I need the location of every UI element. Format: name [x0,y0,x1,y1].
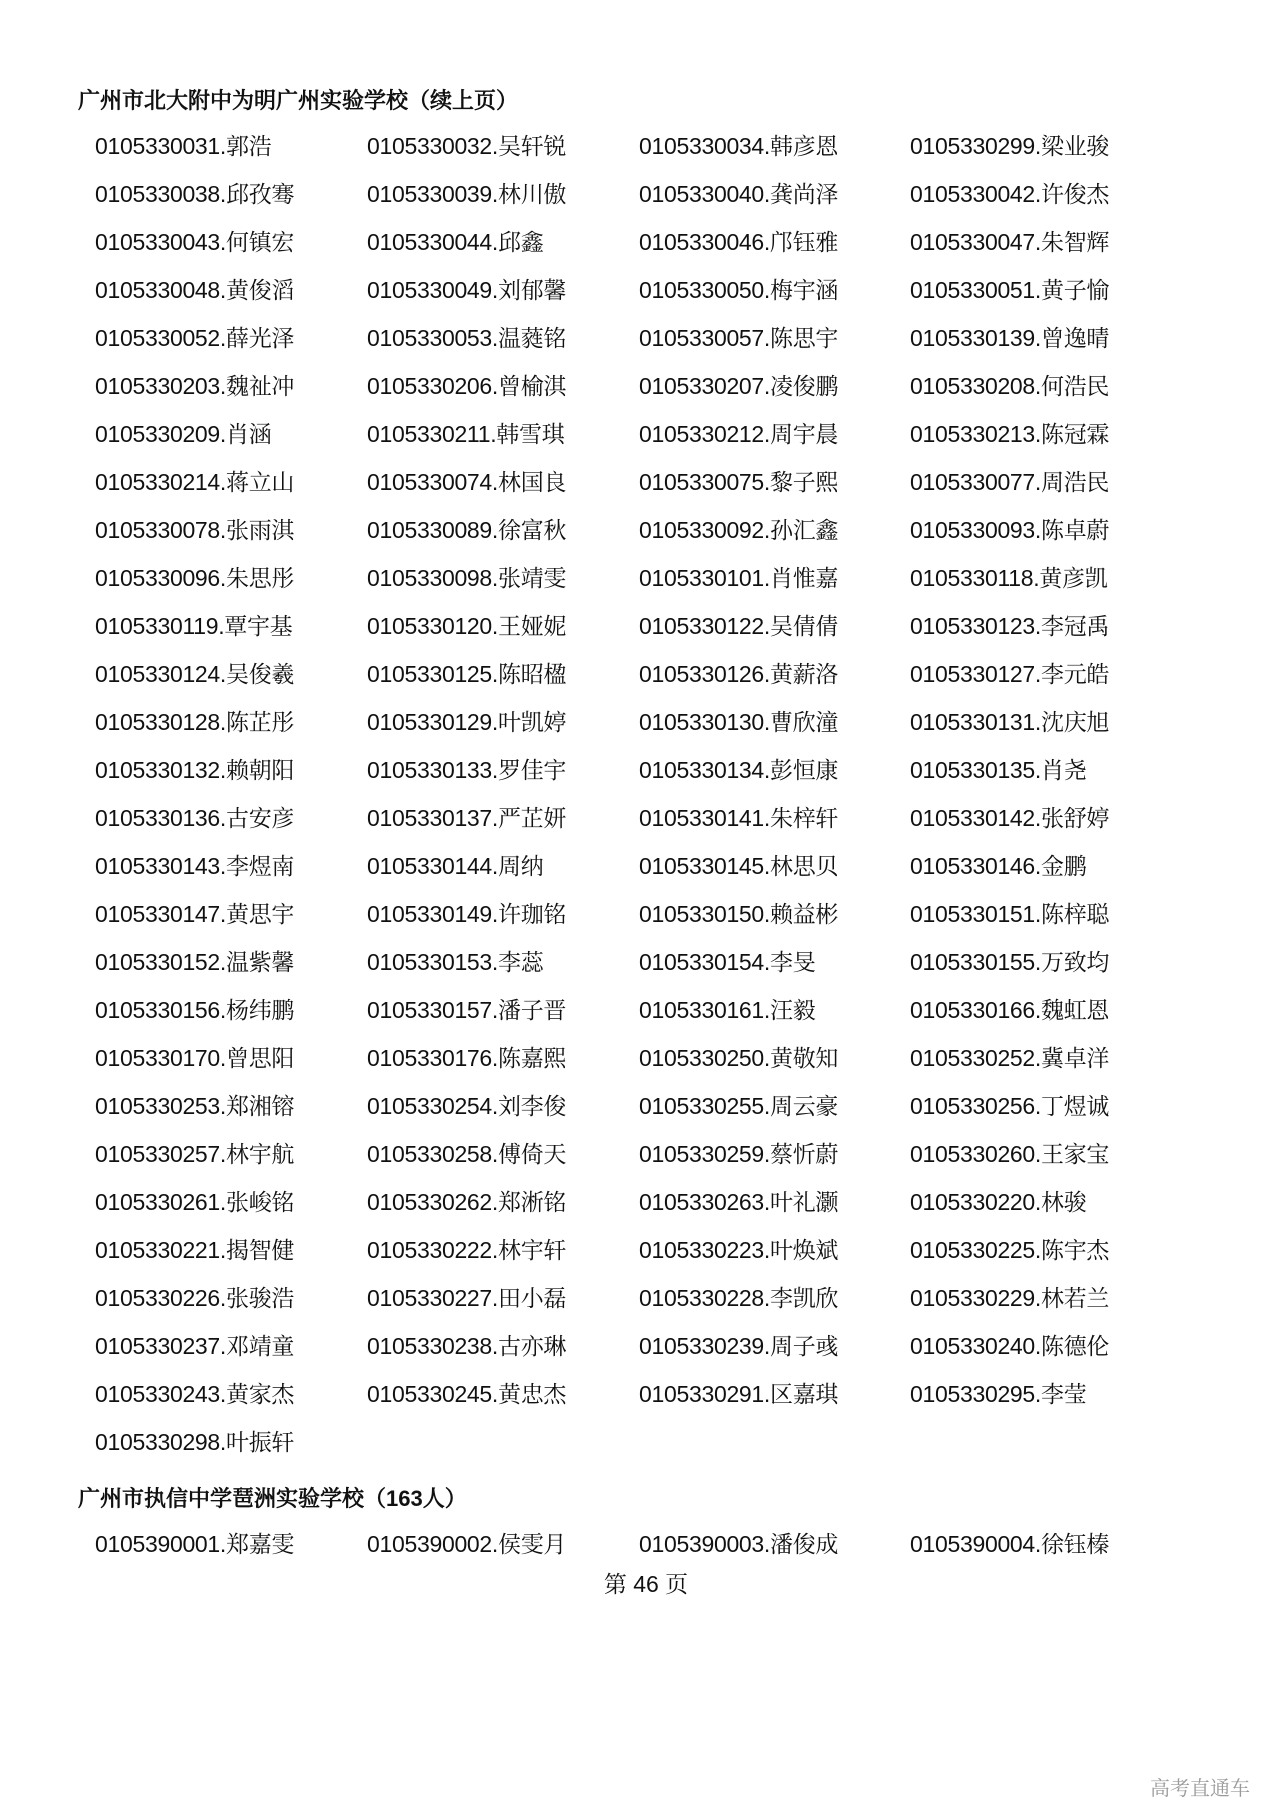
list-row [0,1232,1280,1280]
student-entry: 0105330240.陈德伦 [910,1333,1110,1359]
student-entry: 0105330040.龚尚泽 [639,181,839,207]
student-entry: 0105390002.侯雯月 [367,1531,567,1557]
list-row [0,272,1280,320]
list-row [0,512,1280,560]
student-entry: 0105390001.郑嘉雯 [95,1531,295,1557]
list-row [0,1280,1280,1328]
student-entry: 0105330127.李元皓 [910,661,1110,687]
student-entry: 0105330206.曾榆淇 [367,373,567,399]
student-list [0,128,1280,1472]
section-heading: 广州市北大附中为明广州实验学校（续上页） [78,88,519,113]
student-entry: 0105330211.韩雪琪 [367,421,565,447]
student-entry: 0105330295.李莹 [910,1381,1087,1407]
student-entry: 0105330043.何镇宏 [95,229,295,255]
list-row [0,848,1280,896]
student-entry: 0105330255.周云豪 [639,1093,839,1119]
student-entry: 0105390003.潘俊成 [639,1531,839,1557]
student-entry: 0105330261.张峻铭 [95,1189,295,1215]
student-entry: 0105330139.曾逸晴 [910,325,1110,351]
student-entry: 0105330214.蒋立山 [95,469,295,495]
student-entry: 0105330256.丁煜诚 [910,1093,1110,1119]
watermark: 高考直通车 [1150,1778,1250,1800]
student-entry: 0105330161.汪毅 [639,997,816,1023]
student-entry: 0105330239.周子彧 [639,1333,839,1359]
student-entry: 0105330129.叶凯婷 [367,709,567,735]
student-entry: 0105330032.吴轩锐 [367,133,567,159]
student-entry: 0105330243.黄家杰 [95,1381,295,1407]
student-entry: 0105330124.吴俊羲 [95,661,295,687]
student-entry: 0105330147.黄思宇 [95,901,295,927]
student-entry: 0105330051.黄子愉 [910,277,1110,303]
student-entry: 0105330125.陈昭楹 [367,661,567,687]
student-entry: 0105330128.陈芷彤 [95,709,295,735]
student-entry: 0105330120.王娅妮 [367,613,567,639]
student-entry: 0105330170.曾思阳 [95,1045,295,1071]
list-row [0,608,1280,656]
list-row [0,944,1280,992]
student-entry: 0105330096.朱思彤 [95,565,295,591]
student-entry: 0105330039.林川傲 [367,181,567,207]
student-entry: 0105330299.梁业骏 [910,133,1110,159]
student-entry: 0105330166.魏虹恩 [910,997,1110,1023]
student-entry: 0105330151.陈梓聪 [910,901,1110,927]
list-row [0,800,1280,848]
list-row [0,560,1280,608]
student-entry: 0105330119.覃宇基 [95,613,293,639]
student-entry: 0105330133.罗佳宇 [367,757,567,783]
student-entry: 0105330049.刘郁馨 [367,277,567,303]
section-heading: 广州市执信中学琶洲实验学校（163人） [78,1486,467,1511]
student-entry: 0105330152.温紫馨 [95,949,295,975]
student-entry: 0105330238.古亦琳 [367,1333,567,1359]
student-entry: 0105330134.彭恒康 [639,757,839,783]
student-entry: 0105330038.邱孜骞 [95,181,295,207]
student-entry: 0105330225.陈宇杰 [910,1237,1110,1263]
student-entry: 0105330220.林骏 [910,1189,1087,1215]
list-row [0,1424,1280,1472]
student-entry: 0105330145.林思贝 [639,853,839,879]
student-entry: 0105330227.田小磊 [367,1285,567,1311]
student-entry: 0105330257.林宇航 [95,1141,295,1167]
student-entry: 0105330132.赖朝阳 [95,757,295,783]
student-entry: 0105330155.万致均 [910,949,1110,975]
list-row [0,752,1280,800]
student-entry: 0105330157.潘子晋 [367,997,567,1023]
student-entry: 0105330089.徐富秋 [367,517,567,543]
list-row [0,368,1280,416]
list-row [0,224,1280,272]
student-entry: 0105330229.林若兰 [910,1285,1110,1311]
student-entry: 0105330130.曹欣潼 [639,709,839,735]
student-entry: 0105330052.薛光泽 [95,325,295,351]
student-entry: 0105330034.韩彦恩 [639,133,839,159]
student-entry: 0105330252.冀卓洋 [910,1045,1110,1071]
student-entry: 0105330153.李蕊 [367,949,544,975]
student-entry: 0105330208.何浩民 [910,373,1110,399]
student-entry: 0105330141.朱梓轩 [639,805,839,831]
student-entry: 0105330122.吴倩倩 [639,613,839,639]
list-row [0,704,1280,752]
student-entry: 0105330135.肖尧 [910,757,1087,783]
student-entry: 0105330146.金鹏 [910,853,1087,879]
student-entry: 0105330226.张骏浩 [95,1285,295,1311]
page-number: 第 46 页 [603,1571,689,1597]
student-entry: 0105330250.黄敬知 [639,1045,839,1071]
student-entry: 0105330176.陈嘉熙 [367,1045,567,1071]
student-entry: 0105330142.张舒婷 [910,805,1110,831]
student-entry: 0105330047.朱智辉 [910,229,1110,255]
student-entry: 0105330228.李凯欣 [639,1285,839,1311]
student-entry: 0105330123.李冠禹 [910,613,1110,639]
list-row [0,1088,1280,1136]
student-entry: 0105330057.陈思宇 [639,325,839,351]
student-entry: 0105330078.张雨淇 [95,517,295,543]
student-entry: 0105330143.李煜南 [95,853,295,879]
student-entry: 0105330137.严芷妍 [367,805,567,831]
student-entry: 0105330260.王家宝 [910,1141,1110,1167]
list-row [0,128,1280,176]
student-entry: 0105330263.叶礼灏 [639,1189,839,1215]
list-row [0,896,1280,944]
student-entry: 0105330098.张靖雯 [367,565,567,591]
student-entry: 0105330222.林宇轩 [367,1237,567,1263]
list-row [0,1040,1280,1088]
student-entry: 0105330156.杨纬鹏 [95,997,295,1023]
list-row [0,1376,1280,1424]
student-entry: 0105330131.沈庆旭 [910,709,1110,735]
student-entry: 0105330259.蔡忻蔚 [639,1141,839,1167]
student-entry: 0105330237.邓靖童 [95,1333,295,1359]
student-entry: 0105330126.黄薪洛 [639,661,839,687]
student-entry: 0105330144.周纳 [367,853,544,879]
student-entry: 0105330053.温蕤铭 [367,325,567,351]
student-entry: 0105330050.梅宇涵 [639,277,839,303]
student-entry: 0105330154.李旻 [639,949,816,975]
student-entry: 0105330253.郑湘镕 [95,1093,295,1119]
student-entry: 0105330150.赖益彬 [639,901,839,927]
student-entry: 0105330203.魏祉冲 [95,373,295,399]
student-entry: 0105330245.黄忠杰 [367,1381,567,1407]
student-entry: 0105330209.肖涵 [95,421,272,447]
student-entry: 0105330254.刘李俊 [367,1093,567,1119]
student-entry: 0105330262.郑淅铭 [367,1189,567,1215]
student-entry: 0105330101.肖惟嘉 [639,565,839,591]
list-row [0,1328,1280,1376]
student-entry: 0105330212.周宇晨 [639,421,839,447]
student-entry: 0105330042.许俊杰 [910,181,1110,207]
student-entry: 0105330291.区嘉琪 [639,1381,839,1407]
student-entry: 0105330213.陈冠霖 [910,421,1110,447]
list-row [0,176,1280,224]
student-entry: 0105330048.黄俊滔 [95,277,295,303]
student-entry: 0105330221.揭智健 [95,1237,295,1263]
student-entry: 0105330046.邝钰雅 [639,229,839,255]
student-entry: 0105330136.古安彦 [95,805,295,831]
student-entry: 0105330207.凌俊鹏 [639,373,839,399]
student-entry: 0105330223.叶焕斌 [639,1237,839,1263]
student-entry: 0105330092.孙汇鑫 [639,517,839,543]
student-entry: 0105330077.周浩民 [910,469,1110,495]
student-entry: 0105330298.叶振轩 [95,1429,295,1455]
list-row [0,320,1280,368]
student-entry: 0105330258.傅倚天 [367,1141,567,1167]
list-row [0,1184,1280,1232]
student-entry: 0105330093.陈卓蔚 [910,517,1110,543]
student-entry: 0105330044.邱鑫 [367,229,544,255]
list-row [0,416,1280,464]
list-row [0,464,1280,512]
list-row [0,1136,1280,1184]
student-entry: 0105330118.黄彦凯 [910,565,1108,591]
list-row [0,656,1280,704]
list-row [0,992,1280,1040]
student-entry: 0105330031.郭浩 [95,133,272,159]
student-entry: 0105390004.徐钰榛 [910,1531,1110,1557]
student-entry: 0105330075.黎子熙 [639,469,839,495]
student-entry: 0105330074.林国良 [367,469,567,495]
student-entry: 0105330149.许珈铭 [367,901,567,927]
